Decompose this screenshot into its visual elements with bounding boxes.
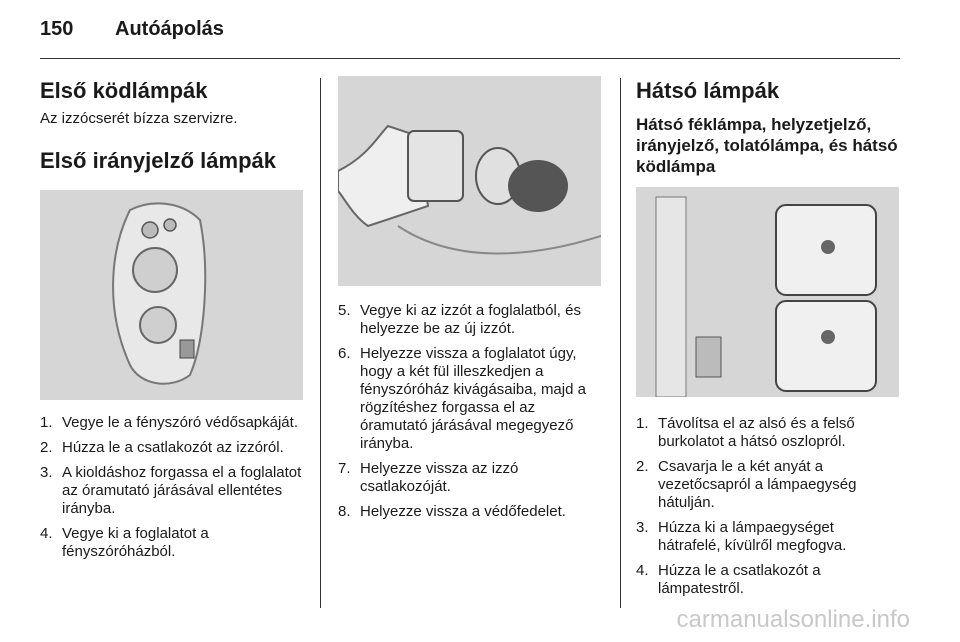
column-3	[636, 74, 900, 605]
column-divider-1	[320, 78, 321, 608]
subsection-title-rear-lamps: Hátsó féklámpa, helyzetjelző, irányjelző, tolatólámpa, és hátsó ködlámpa	[636, 115, 898, 176]
steps-list-2	[338, 302, 606, 521]
list-item: 7. Helyezze vissza az izzó csatlakozóját.	[338, 460, 519, 495]
section-title-rear-lamps: Hátsó lámpák	[636, 78, 780, 103]
watermark-text: carmanualsonline.info	[676, 606, 910, 633]
column-divider-2	[620, 78, 621, 608]
rear-lamp-illustration	[636, 187, 899, 397]
list-item: 8. Helyezze vissza a védőfedelet.	[338, 503, 566, 520]
column-2	[338, 76, 606, 528]
list-item: 6. Helyezze vissza a foglalatot úgy, hogy a két fül illeszkedjen a fényszóróház kivágásaiba, majd a rögzítéshez forgassa el az óramutató járásával megegyező irányba.	[338, 345, 586, 452]
list-item: 3. A kioldáshoz forgassa el a foglalatot az óramutató járásával ellentétes irányba.	[40, 464, 302, 517]
bulb-socket-illustration	[338, 76, 601, 286]
list-item: 4. Vegye ki a foglalatot a fényszóróházból.	[40, 525, 209, 560]
section-title-front-indicator: Első irányjelző lámpák	[40, 148, 276, 173]
list-item: 2. Húzza le a csatlakozót az izzóról.	[40, 439, 284, 456]
list-item: 4. Húzza le a csatlakozót a lámpatestről.	[636, 562, 821, 597]
list-item: 2. Csavarja le a két anyát a vezetőcsapról a lámpaegység hátulján.	[636, 458, 857, 511]
page-number: 150	[40, 18, 74, 40]
header-rule	[40, 58, 900, 59]
headlamp-illustration	[40, 190, 303, 400]
bulb-socket-drawing-icon	[338, 76, 601, 286]
steps-list-3	[636, 415, 900, 598]
steps-list-1	[40, 414, 305, 561]
section-title-front-fog: Első ködlámpák	[40, 78, 208, 103]
column-1	[40, 74, 305, 568]
list-item: 3. Húzza ki a lámpaegységet hátrafelé, kívülről megfogva.	[636, 519, 847, 554]
headlamp-drawing-icon	[40, 190, 303, 400]
chapter-title: Autóápolás	[115, 18, 224, 40]
rear-lamp-drawing-icon	[636, 187, 899, 397]
list-item: 5. Vegye ki az izzót a foglalatból, és helyezze be az új izzót.	[338, 302, 581, 337]
list-item: 1. Távolítsa el az alsó és a felső burkolatot a hátsó oszlopról.	[636, 415, 855, 450]
list-item: 1. Vegye le a fényszóró védősapkáját.	[40, 414, 298, 431]
section-text-front-fog: Az izzócserét bízza szervizre.	[40, 110, 238, 127]
